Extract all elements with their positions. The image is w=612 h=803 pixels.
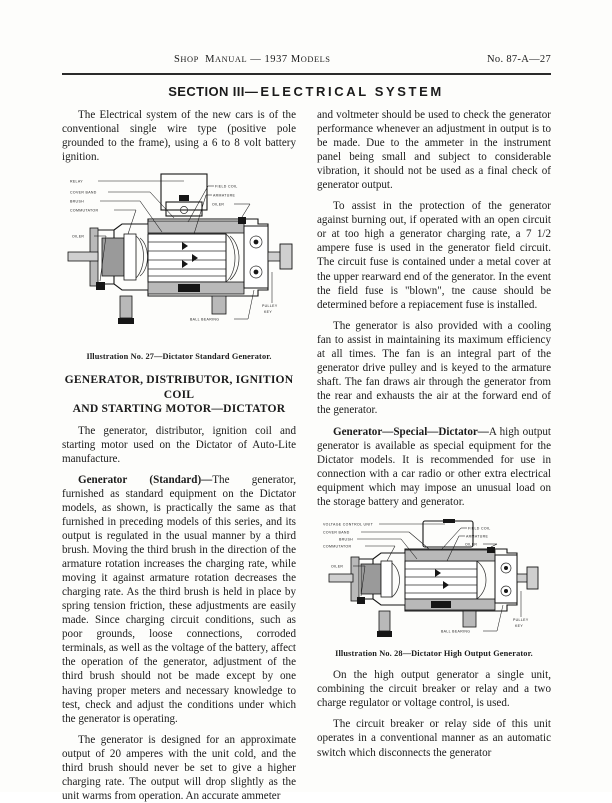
figure-27-label-armature: ARMATURE (213, 193, 236, 198)
figure-28-caption: Illustration No. 28—Dictator High Output Generator. (335, 649, 533, 659)
section-heading-line2: AND STARTING MOTOR—DICTATOR (72, 402, 286, 416)
figure-27-caption: Illustration No. 27—Dictator Standard Generator. (86, 352, 272, 362)
left-column (62, 108, 296, 803)
figure-28-label-commutator: COMMUTATOR (323, 544, 352, 549)
page-title: SECTION III—ELECTRICAL SYSTEM (168, 84, 444, 99)
figure-27-label-pulley: PULLEY (262, 304, 278, 309)
figure-27-label-commutator: COMMUTATOR (70, 208, 99, 213)
figure-28-label-cover-band: COVER BAND (323, 530, 350, 535)
paragraph-single-unit: On the high output generator a single unit, combining the circuit breaker or relay and a two charge regulator or voltage control, is used. (317, 669, 551, 710)
header-rule (62, 73, 551, 75)
intro-paragraph: The Electrical system of the new cars is of the conventional single wire type (positive pole grounded to the frame), using a 6 to 8 volt battery ignition. (62, 109, 296, 164)
figure-28-label-field-coil: FIELD COIL (468, 526, 491, 531)
running-head (62, 54, 551, 72)
figure-27-label-oiler-left: OILER (72, 234, 85, 239)
figure-27 (62, 172, 296, 362)
figure-28 (317, 519, 551, 659)
figure-27-drawing (62, 172, 296, 347)
figure-27-label-brush: BRUSH (70, 199, 85, 204)
section-heading-line1: GENERATOR, DISTRIBUTOR, IGNITION COIL (64, 373, 294, 401)
right-column (317, 108, 551, 760)
paragraph-cooling-fan: The generator is also provided with a cooling fan to assist in maintaining its maximum efficiency at all times. The fan is an integral part of the generator drive pulley and is keyed to the armature shaft. The fan draws air through the generator from the rear and exhausts the air at the forward end of the generator. (317, 319, 551, 416)
figure-28-label-oiler-right: OILER (465, 542, 478, 547)
figure-27-label-cover-band: COVER BAND (70, 190, 97, 195)
figure-28-label-brush: BRUSH (339, 537, 354, 542)
figure-27-label-key: KEY (264, 310, 273, 315)
figure-28-label-oiler-left: OILER (331, 564, 344, 569)
figure-27-label-relay: RELAY (70, 179, 83, 184)
figure-28-label-voltage-control-unit: VOLTAGE CONTROL UNIT (323, 522, 374, 527)
running-head-title: SHOP MANUAL — 1937 MODELS (174, 54, 331, 65)
figure-28-label-ball-bearing: BALL BEARING (441, 629, 471, 634)
paragraph-generator-standard-text: The generator, furnished as standard equipment on the Dictator models, as shown, is practically the same as that furnished in preceding models of this series, and its output is regulated in the usual manner by a third brush. Moving the third brush in the direction of the armature rotation increases the charging rate, while moving it against armature rotation decreases the charging rate. As the third brush is held in place by spring tension friction, these adjustments are easily made. Since charging circuit conditions, such as poor grounds, loose connections, corroded terminals, as well as the voltage of the battery, affect the operation of the generator, adjustment of the third brush should not be made except by one having proper meters and necessary knowledge to test, check and adjust the conditions under which the generator is operating. (62, 473, 296, 725)
runin-generator-special: Generator—Special—Dictator— (333, 425, 489, 438)
figure-28-label-armature: ARMATURE (466, 534, 489, 539)
paragraph-generator-special (317, 425, 551, 509)
paragraph-fuse-protection: To assist in the protection of the generator against burning out, if operated with an open circuit or at too high a generator charging rate, a 7 1/2 ampere fuse is used in the generator field circuit. The circuit fuse is contained under a metal cover at the upper rearward end of the generator. In the event the field fuse is "blown", tne cause should be determined before a repiacement fuse is installed. (317, 200, 551, 311)
figure-27-label-field-coil: FIELD COIL (215, 184, 238, 189)
paragraph-output-rating: The generator is designed for an approximate output of 20 amperes with the unit cold, and the third brush should never be set to give a higher charging rate. The output will drop slightly as the unit warms from operation. An accurate ammeter (62, 733, 296, 802)
runin-generator-standard: Generator (Standard)— (78, 473, 213, 486)
figure-28-label-key: KEY (515, 624, 524, 629)
paragraph-generator-special-text: A high output generator is available as special equipment for the Dictator models. It is recommended for use in connection with a car radio or other extra electrical equipment which may impose an unusual load on the storage battery and generator. (317, 425, 551, 509)
figure-28-drawing (317, 519, 551, 644)
page-folio: No. 87-A—27 (487, 54, 551, 65)
figure-27-label-ball-bearing: BALL BEARING (190, 317, 220, 322)
paragraph-voltmeter: and voltmeter should be used to check the generator performance whenever an adjustment in output is to be made. Due to the ammeter in the instrument panel being small and subject to considerable vibration, it should not be used as a final check of generator output. (317, 109, 551, 192)
paragraph-generator-intro: The generator, distributor, ignition coil and starting motor used on the Dictator of Auto-Lite manufacture. (62, 424, 296, 465)
paragraph-circuit-breaker: The circuit breaker or relay side of this unit operates in a conventional manner as an automatic switch which disconnects the generator (317, 718, 551, 759)
figure-27-label-oiler-right: OILER (212, 202, 225, 207)
figure-28-label-pulley: PULLEY (513, 618, 529, 623)
paragraph-generator-standard (62, 473, 296, 726)
